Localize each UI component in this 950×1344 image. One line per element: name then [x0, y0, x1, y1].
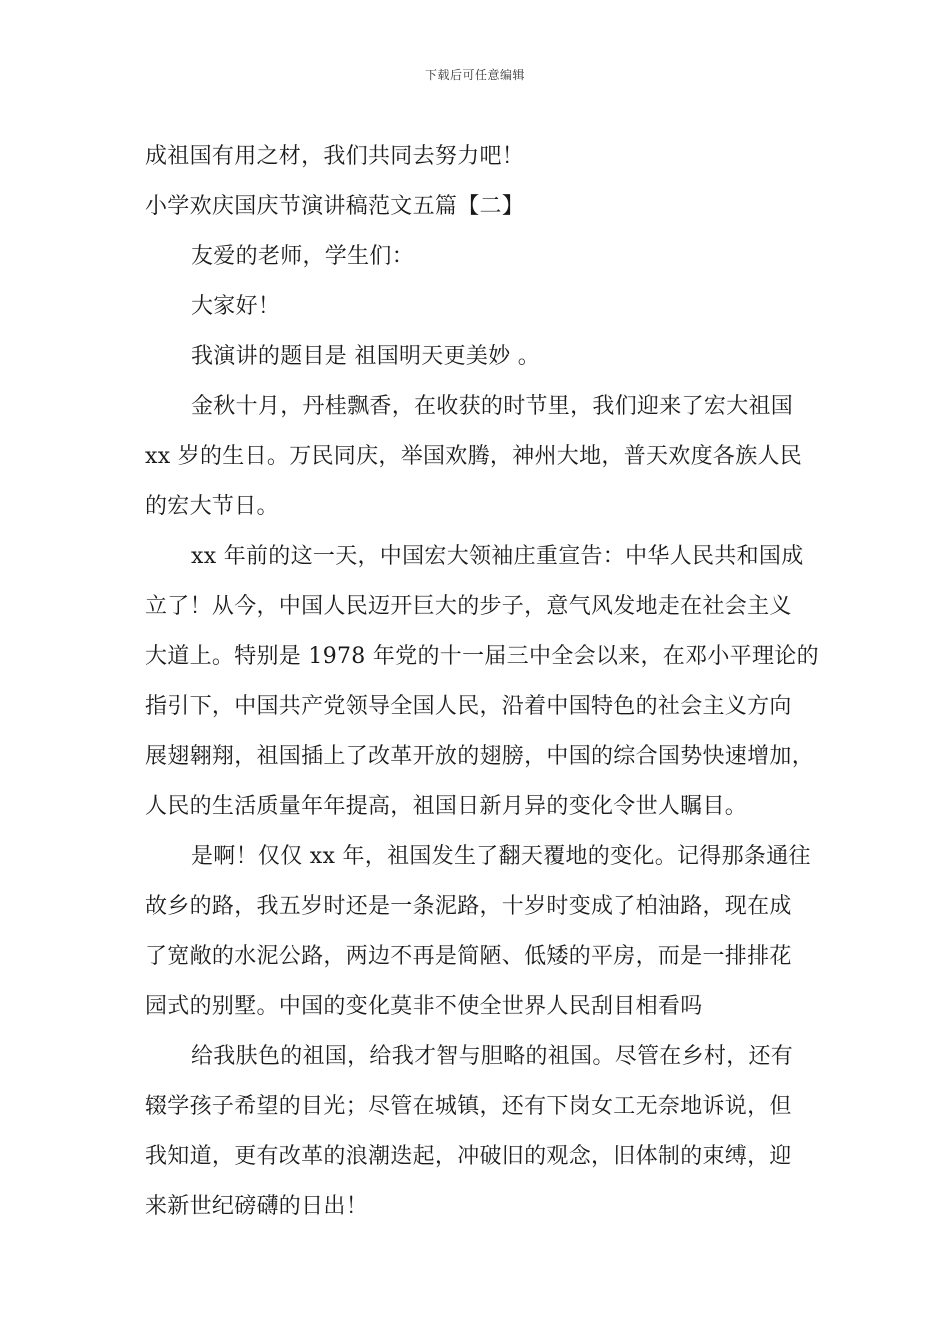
paragraph-line: 辍学孩子希望的目光；尽管在城镇，还有下岗女工无奈地诉说，但 [145, 1094, 792, 1119]
greeting-line: 大家好！ [191, 294, 281, 319]
paragraph-line: 大道上。特别是 1978 年党的十一届三中全会以来，在邓小平理论的 [145, 644, 819, 669]
greeting-line: 友爱的老师，学生们： [191, 244, 415, 269]
document-body [145, 132, 825, 1232]
paragraph-line: 来新世纪磅礴的日出！ [145, 1194, 369, 1219]
paragraph-line: xx 岁的生日。万民同庆，举国欢腾，神州大地，普天欢度各族人民 [145, 444, 803, 469]
paragraph-line: 给我肤色的祖国，给我才智与胆略的祖国。尽管在乡村，还有 [191, 1044, 794, 1069]
speech-topic-line: 我演讲的题目是 祖国明天更美妙 。 [191, 344, 541, 369]
paragraph-line: 指引下，中国共产党领导全国人民，沿着中国特色的社会主义方向 [145, 694, 792, 719]
paragraph-line: 金秋十月，丹桂飘香，在收获的时节里，我们迎来了宏大祖国 [191, 394, 794, 419]
paragraph-line: 展翅翱翔，祖国插上了改革开放的翅膀，中国的综合国势快速增加， [145, 744, 815, 769]
paragraph-line: 是啊！仅仅 xx 年，祖国发生了翻天覆地的变化。记得那条通往 [191, 844, 811, 869]
text-line: 成祖国有用之材，我们共同去努力吧！ [145, 144, 525, 169]
paragraph-line: 人民的生活质量年年提高，祖国日新月异的变化令世人瞩目。 [145, 794, 748, 819]
paragraph-line: 的宏大节日。 [145, 494, 279, 519]
paragraph-line: 立了！从今，中国人民迈开巨大的步子，意气风发地走在社会主义 [145, 594, 792, 619]
paragraph-line: 了宽敞的水泥公路，两边不再是简陋、低矮的平房，而是一排排花 [145, 944, 792, 969]
paragraph-line: 园式的别墅。中国的变化莫非不使全世界人民刮目相看吗 [145, 994, 703, 1019]
paragraph-line: 我知道，更有改革的浪潮迭起，冲破旧的观念，旧体制的束缚，迎 [145, 1144, 792, 1169]
section-title: 小学欢庆国庆节演讲稿范文五篇【二】 [145, 194, 525, 219]
page-header: 下载后可任意编辑 [424, 68, 525, 82]
paragraph-line: xx 年前的这一天，中国宏大领袖庄重宣告：中华人民共和国成 [191, 544, 804, 569]
paragraph-line: 故乡的路，我五岁时还是一条泥路，十岁时变成了柏油路，现在成 [145, 894, 792, 919]
